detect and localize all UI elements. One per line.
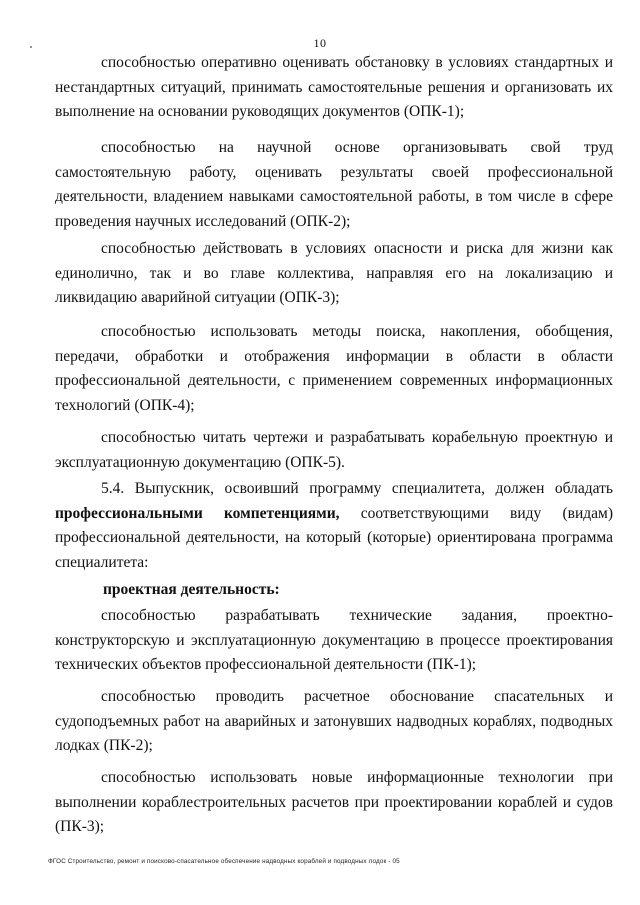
paragraph-opk-2: способностью на научной основе организовывать свой труд самостоятельную работу, оценивать результаты своей профессиональной деятельности, владением навыками самостоятельной работы, в том числе в сфере проведения научных исследований (ОПК-2); (55, 139, 613, 230)
paragraph-opk-5: способностью читать чертежи и разрабатывать корабельную проектную и эксплуатационную документацию (ОПК-5). (55, 429, 613, 471)
section-5-4-rest: соответствующими виду (видам) профессиональной деятельности, на который (которые) ориентирована программа специалитета: (55, 504, 613, 571)
section-5-4-bold: профессиональными компетенциями, (55, 504, 340, 522)
paragraph-pk-1: способностью разрабатывать технические задания, проектно-конструкторскую и эксплуатационную документацию в процессе проектирования технических объектов профессиональной деятельности (ПК-1); (55, 607, 613, 673)
paragraph-section-5-4 (55, 477, 613, 575)
paragraph-opk-1: способностью оперативно оценивать обстановку в условиях стандартных и нестандартных ситуаций, принимать самостоятельные решения и организовать их выполнение на основании руководящих документов (ОПК-1); (55, 54, 613, 120)
section-heading: проектная деятельность: (103, 581, 280, 598)
paragraph-pk-3: способностью использовать новые информационные технологии при выполнении кораблестроительных расчетов при проектировании кораблей и судов (ПК-3); (55, 769, 613, 835)
paragraph-opk-4: способностью использовать методы поиска, накопления, обобщения, передачи, обработки и отображения информации в области в области профессиональной деятельности, с применением современных информационных технологий (ОПК-4); (55, 323, 613, 414)
page-footer: ФГОС Строительство, ремонт и поисково-спасательное обеспечение надводных кораблей и подводных лодок - 05 (48, 858, 400, 865)
page-number: 10 (313, 36, 327, 50)
paragraph-opk-3: способностью действовать в условиях опасности и риска для жизни как единолично, так и во главе коллектива, направляя его на локализацию и ликвидацию аварийной ситуации (ОПК-3); (55, 240, 613, 306)
paragraph-pk-2: способностью проводить расчетное обоснование спасательных и судоподъемных работ на аварийных и затонувших надводных кораблях, подводных лодках (ПК-2); (55, 688, 613, 754)
section-5-4-lead: 5.4. Выпускник, освоивший программу специалитета, должен обладать (101, 480, 613, 497)
